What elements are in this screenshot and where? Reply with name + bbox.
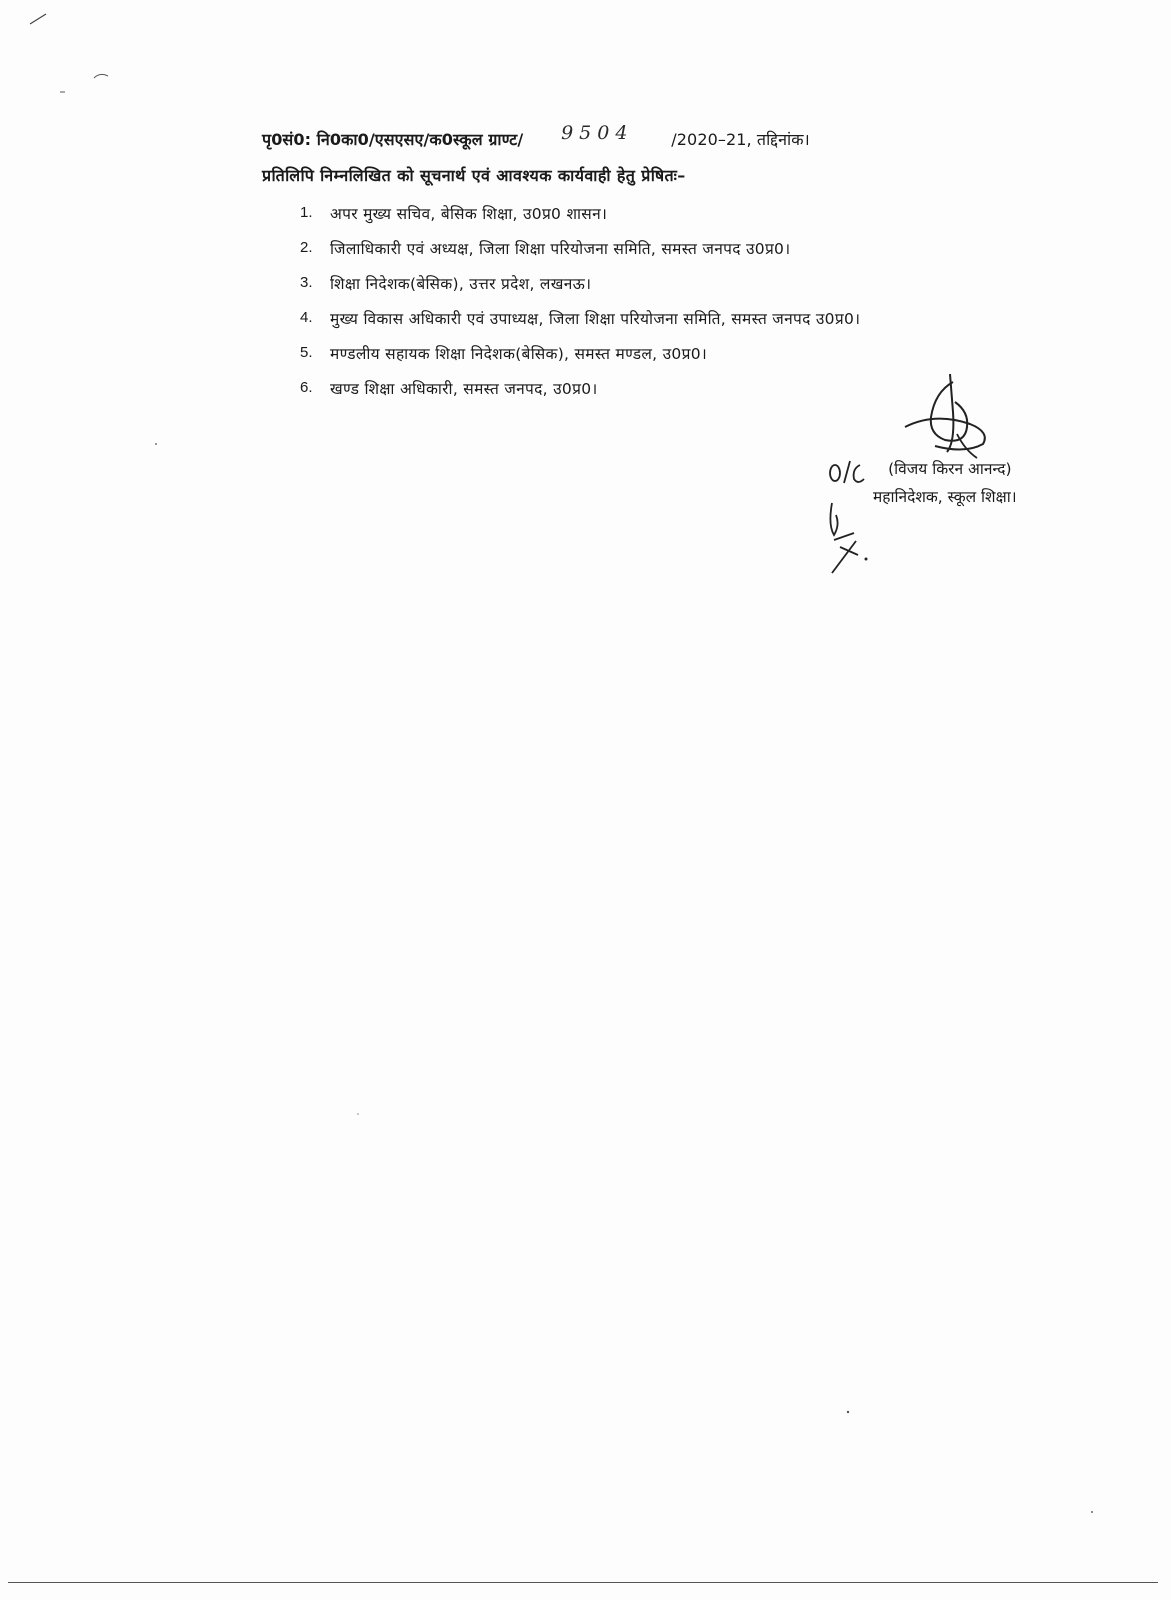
- list-item-number: 2.: [300, 239, 313, 256]
- scan-speck: [846, 1410, 850, 1414]
- list-item-number: 5.: [300, 344, 313, 361]
- scan-mark-small: [92, 70, 112, 82]
- list-item: [300, 342, 860, 377]
- list-item-text: जिलाधिकारी एवं अध्यक्ष, जिला शिक्षा परियोजना समिति, समस्त जनपद उ0प्र0।: [330, 240, 791, 258]
- scan-speck: [356, 1112, 360, 1116]
- signatory-designation: महानिदेशक, स्कूल शिक्षा।: [873, 488, 1017, 506]
- list-item: [300, 307, 860, 342]
- list-item: [300, 377, 860, 412]
- reference-suffix: /2020–21, तद्दिनांक।: [671, 130, 810, 149]
- list-item-text: मण्डलीय सहायक शिक्षा निदेशक(बेसिक), समस्त मण्डल, उ0प्र0।: [330, 345, 708, 363]
- copy-forwarded-intro: प्रतिलिपि निम्नलिखित को सूचनार्थ एवं आवश्यक कार्यवाही हेतु प्रेषितः–: [262, 166, 686, 185]
- recipient-list: [300, 202, 860, 412]
- list-item-number: 3.: [300, 274, 313, 291]
- list-item: [300, 272, 860, 307]
- handwritten-oc-note: [826, 455, 876, 580]
- scan-speck: [154, 442, 158, 446]
- list-item-number: 6.: [300, 379, 313, 396]
- scan-bottom-edge-line: [8, 1582, 1158, 1583]
- handwritten-signature: [895, 372, 1005, 462]
- list-item-text: खण्ड शिक्षा अधिकारी, समस्त जनपद, उ0प्र0।: [330, 380, 598, 398]
- reference-prefix: पृ0सं0: नि0का0/एसएसए/क0स्कूल ग्राण्ट/: [262, 130, 524, 149]
- reference-line: [262, 122, 810, 150]
- signatory-block: [873, 455, 1017, 511]
- list-item-text: मुख्य विकास अधिकारी एवं उपाध्यक्ष, जिला शिक्षा परियोजना समिति, समस्त जनपद उ0प्र0।: [330, 310, 861, 328]
- scan-dot: [60, 90, 66, 94]
- list-item-text: अपर मुख्य सचिव, बेसिक शिक्षा, उ0प्र0 शासन।: [330, 205, 608, 223]
- list-item: [300, 202, 860, 237]
- scan-mark-top-left: [28, 10, 48, 28]
- reference-number-handwritten: 9504: [561, 122, 634, 144]
- signatory-name: (विजय किरन आनन्द): [888, 460, 1012, 478]
- list-item-text: शिक्षा निदेशक(बेसिक), उत्तर प्रदेश, लखनऊ।: [330, 275, 592, 293]
- list-item-number: 4.: [300, 309, 313, 326]
- list-item: [300, 237, 860, 272]
- list-item-number: 1.: [300, 204, 313, 221]
- scan-speck: [1090, 1510, 1094, 1514]
